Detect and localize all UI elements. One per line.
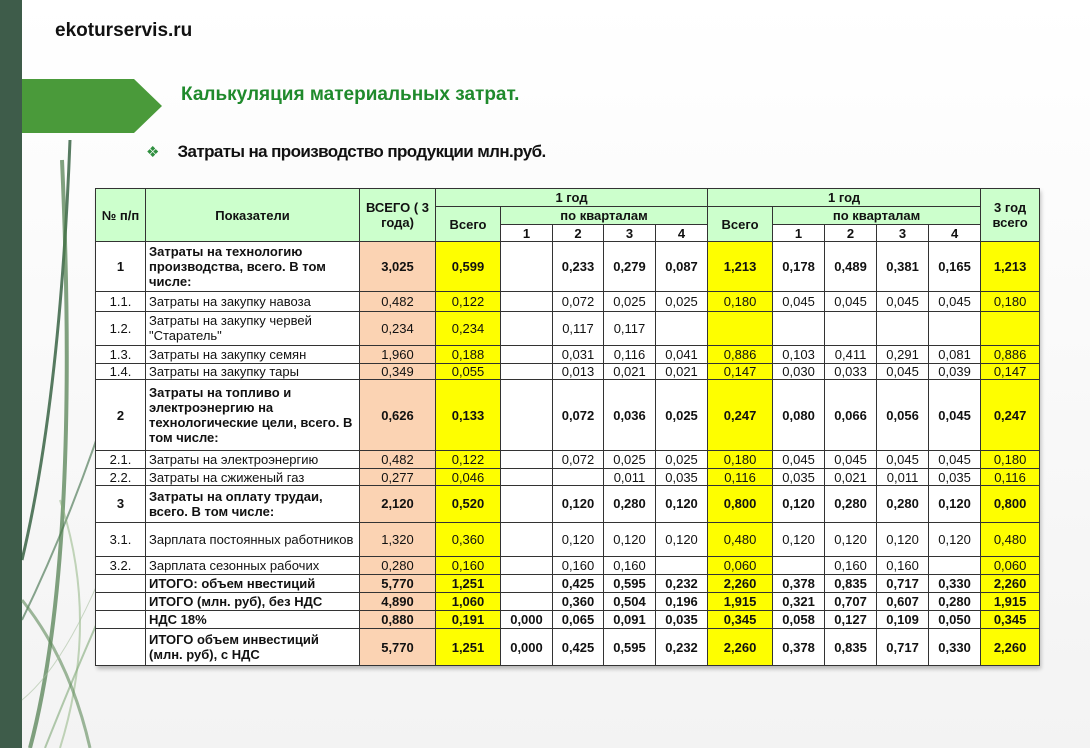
table-cell: 0,595 (604, 629, 656, 666)
table-row (96, 629, 1040, 666)
table-cell (501, 292, 553, 311)
table-row (96, 486, 1040, 522)
table-row (96, 611, 1040, 629)
table-cell: 1,213 (708, 242, 773, 292)
table-cell: 0,035 (773, 469, 825, 486)
header-year2: 1 год (708, 189, 981, 207)
table-cell: 0,120 (877, 522, 929, 556)
table-cell: 1,915 (708, 593, 773, 611)
table-cell: 0,045 (929, 292, 981, 311)
table-cell: 0,165 (929, 242, 981, 292)
subtitle-row (146, 142, 546, 162)
header-quarter: 1 (773, 225, 825, 242)
table-cell: 0,060 (981, 556, 1040, 574)
table-cell: 0,232 (656, 629, 708, 666)
table-cell: 0,058 (773, 611, 825, 629)
header-year1: 1 год (436, 189, 708, 207)
table-cell (501, 593, 553, 611)
table-cell: 0,180 (708, 450, 773, 468)
table-cell: 0,120 (553, 522, 604, 556)
table-cell: 0,160 (877, 556, 929, 574)
row-code: 3.2. (96, 556, 146, 574)
table-row (96, 522, 1040, 556)
subtitle: Затраты на производство продукции млн.руб. (177, 142, 546, 161)
header-quarter: 2 (825, 225, 877, 242)
table-cell: 0,280 (604, 486, 656, 522)
table-cell: 0,835 (825, 575, 877, 593)
table-cell: 1,915 (981, 593, 1040, 611)
table-row (96, 593, 1040, 611)
table-cell: 0,330 (929, 629, 981, 666)
table-cell: 0,480 (708, 522, 773, 556)
header-by-quarters: по кварталам (773, 207, 981, 225)
table-cell: 0,065 (553, 611, 604, 629)
row-code: 3 (96, 486, 146, 522)
table-cell (501, 242, 553, 292)
table-cell: 0,039 (929, 364, 981, 380)
table-cell (501, 311, 553, 345)
table-cell: 0,025 (604, 292, 656, 311)
page-title: Калькуляция материальных затрат. (181, 84, 520, 105)
row-code: 2 (96, 380, 146, 451)
table-row (96, 450, 1040, 468)
table-cell: 0,116 (981, 469, 1040, 486)
table-cell: 0,060 (708, 556, 773, 574)
header-quarter: 4 (929, 225, 981, 242)
table-cell: 0,717 (877, 629, 929, 666)
table-cell: 0,045 (929, 380, 981, 451)
table-cell: 0,247 (708, 380, 773, 451)
table-cell: 0,000 (501, 611, 553, 629)
table-cell: 0,247 (981, 380, 1040, 451)
row-code: 1.3. (96, 345, 146, 363)
header-by-quarters: по кварталам (501, 207, 708, 225)
table-cell: 0,120 (825, 522, 877, 556)
table-cell: 0,381 (877, 242, 929, 292)
table-cell: 0,000 (501, 629, 553, 666)
table-cell: 0,045 (877, 364, 929, 380)
row-label: Затраты на технологию производства, всего. В том числе: (146, 242, 360, 292)
table-cell: 0,116 (708, 469, 773, 486)
row-label: Затраты на сжиженый газ (146, 469, 360, 486)
table-cell: 0,117 (553, 311, 604, 345)
table-cell (553, 469, 604, 486)
table-cell: 0,425 (553, 629, 604, 666)
table-cell: 0,626 (360, 380, 436, 451)
table-cell: 0,178 (773, 242, 825, 292)
table-cell (501, 486, 553, 522)
table-cell: 0,056 (877, 380, 929, 451)
header-total: ВСЕГО ( 3 года) (360, 189, 436, 242)
header-quarter: 4 (656, 225, 708, 242)
table-cell: 0,800 (708, 486, 773, 522)
table-cell: 1,251 (436, 629, 501, 666)
row-label: Затраты на топливо и электроэнергию на технологические цели, всего. В том числе: (146, 380, 360, 451)
row-code: 2.1. (96, 450, 146, 468)
table-cell: 0,035 (656, 469, 708, 486)
table-cell: 0,160 (825, 556, 877, 574)
table-cell: 0,191 (436, 611, 501, 629)
table-cell (501, 380, 553, 451)
table-cell: 0,279 (604, 242, 656, 292)
table-cell: 0,109 (877, 611, 929, 629)
cost-table-body (96, 242, 1040, 666)
table-cell (981, 311, 1040, 345)
table-cell: 1,320 (360, 522, 436, 556)
table-cell: 0,147 (708, 364, 773, 380)
table-cell: 0,717 (877, 575, 929, 593)
row-label: ИТОГО объем инвестиций (млн. руб), с НДС (146, 629, 360, 666)
table-cell (501, 450, 553, 468)
table-cell: 0,122 (436, 450, 501, 468)
table-cell: 0,378 (773, 575, 825, 593)
table-cell: 0,345 (981, 611, 1040, 629)
table-cell (825, 311, 877, 345)
table-cell (929, 311, 981, 345)
table-cell: 0,147 (981, 364, 1040, 380)
diamond-bullet-icon: ❖ (146, 144, 160, 161)
row-code: 1.4. (96, 364, 146, 380)
table-cell: 4,890 (360, 593, 436, 611)
table-cell: 0,011 (877, 469, 929, 486)
table-cell: 0,489 (825, 242, 877, 292)
table-cell: 0,080 (773, 380, 825, 451)
row-label: Затраты на закупку червей "Старатель" (146, 311, 360, 345)
table-cell: 0,800 (981, 486, 1040, 522)
table-cell: 0,321 (773, 593, 825, 611)
cost-table (95, 188, 1040, 666)
row-label: Затраты на оплату трудаи, всего. В том числе: (146, 486, 360, 522)
table-cell: 0,025 (656, 380, 708, 451)
table-cell: 0,160 (553, 556, 604, 574)
row-label: Затраты на закупку навоза (146, 292, 360, 311)
table-row (96, 556, 1040, 574)
table-cell: 0,072 (553, 380, 604, 451)
header-year3: 3 год всего (981, 189, 1040, 242)
row-label: НДС 18% (146, 611, 360, 629)
table-cell: 0,041 (656, 345, 708, 363)
table-cell: 0,595 (604, 575, 656, 593)
table-cell: 0,180 (981, 450, 1040, 468)
table-cell: 1,251 (436, 575, 501, 593)
table-cell: 0,120 (656, 522, 708, 556)
table-cell: 0,120 (773, 486, 825, 522)
table-row (96, 242, 1040, 292)
table-cell (773, 556, 825, 574)
table-cell: 0,066 (825, 380, 877, 451)
row-label: Зарплата постоянных работников (146, 522, 360, 556)
table-cell: 0,886 (981, 345, 1040, 363)
table-cell: 2,260 (708, 575, 773, 593)
header-all: Всего (436, 207, 501, 242)
table-cell: 0,021 (825, 469, 877, 486)
table-cell (501, 364, 553, 380)
table-cell: 2,260 (981, 575, 1040, 593)
row-code: 3.1. (96, 522, 146, 556)
table-cell (501, 469, 553, 486)
row-label: Затраты на закупку семян (146, 345, 360, 363)
row-label: Затраты на закупку тары (146, 364, 360, 380)
header-indicator: Показатели (146, 189, 360, 242)
table-cell: 0,081 (929, 345, 981, 363)
table-cell: 0,036 (604, 380, 656, 451)
table-cell: 0,349 (360, 364, 436, 380)
table-cell: 0,180 (981, 292, 1040, 311)
table-cell: 0,280 (360, 556, 436, 574)
table-cell: 0,035 (656, 611, 708, 629)
table-cell: 0,055 (436, 364, 501, 380)
table-cell (501, 522, 553, 556)
table-row (96, 345, 1040, 363)
table-cell: 0,045 (825, 450, 877, 468)
table-cell: 0,045 (825, 292, 877, 311)
table-cell: 0,045 (929, 450, 981, 468)
row-label: Затраты на электроэнергию (146, 450, 360, 468)
table-cell: 5,770 (360, 629, 436, 666)
table-row (96, 364, 1040, 380)
table-cell: 0,180 (708, 292, 773, 311)
table-cell: 0,360 (436, 522, 501, 556)
table-cell: 0,234 (360, 311, 436, 345)
table-cell: 0,607 (877, 593, 929, 611)
header-num: № п/п (96, 189, 146, 242)
table-cell: 0,160 (604, 556, 656, 574)
table-cell: 0,091 (604, 611, 656, 629)
table-cell: 0,072 (553, 450, 604, 468)
table-cell (929, 556, 981, 574)
table-cell: 0,291 (877, 345, 929, 363)
table-cell (656, 311, 708, 345)
row-label: ИТОГО: объем нвестиций (146, 575, 360, 593)
row-code (96, 611, 146, 629)
table-cell: 3,025 (360, 242, 436, 292)
table-cell: 0,120 (929, 522, 981, 556)
table-cell: 0,504 (604, 593, 656, 611)
table-cell: 1,960 (360, 345, 436, 363)
header-all: Всего (708, 207, 773, 242)
table-cell: 0,031 (553, 345, 604, 363)
table-cell: 0,482 (360, 292, 436, 311)
table-cell: 0,030 (773, 364, 825, 380)
table-cell: 0,103 (773, 345, 825, 363)
table-cell: 1,060 (436, 593, 501, 611)
table-cell: 0,050 (929, 611, 981, 629)
table-cell: 0,520 (436, 486, 501, 522)
table-cell: 0,233 (553, 242, 604, 292)
table-cell: 0,035 (929, 469, 981, 486)
table-cell: 0,196 (656, 593, 708, 611)
table-cell: 0,120 (773, 522, 825, 556)
table-cell: 0,345 (708, 611, 773, 629)
table-cell: 0,234 (436, 311, 501, 345)
table-cell: 0,707 (825, 593, 877, 611)
table-cell: 0,411 (825, 345, 877, 363)
table-cell: 0,120 (553, 486, 604, 522)
table-cell: 0,599 (436, 242, 501, 292)
table-cell: 0,072 (553, 292, 604, 311)
table-cell: 0,277 (360, 469, 436, 486)
row-label: Зарплата сезонных рабочих (146, 556, 360, 574)
row-code (96, 575, 146, 593)
table-cell: 0,280 (825, 486, 877, 522)
table-cell: 0,021 (656, 364, 708, 380)
table-row (96, 380, 1040, 451)
row-code: 2.2. (96, 469, 146, 486)
table-cell (708, 311, 773, 345)
table-cell: 0,087 (656, 242, 708, 292)
table-cell: 0,045 (773, 450, 825, 468)
row-code: 1.2. (96, 311, 146, 345)
table-cell: 0,122 (436, 292, 501, 311)
table-cell: 0,425 (553, 575, 604, 593)
table-cell: 0,025 (656, 450, 708, 468)
row-code: 1 (96, 242, 146, 292)
row-code (96, 629, 146, 666)
table-cell: 0,232 (656, 575, 708, 593)
table-cell: 0,120 (604, 522, 656, 556)
table-cell: 0,116 (604, 345, 656, 363)
table-cell (501, 556, 553, 574)
table-cell: 0,046 (436, 469, 501, 486)
table-row (96, 575, 1040, 593)
table-cell: 5,770 (360, 575, 436, 593)
table-cell: 0,045 (877, 450, 929, 468)
table-cell: 0,880 (360, 611, 436, 629)
table-cell (773, 311, 825, 345)
table-cell: 0,025 (656, 292, 708, 311)
table-row (96, 469, 1040, 486)
title-arrow-shape (22, 79, 162, 133)
table-row (96, 292, 1040, 311)
table-cell: 0,013 (553, 364, 604, 380)
table-cell: 0,117 (604, 311, 656, 345)
header-quarter: 2 (553, 225, 604, 242)
table-cell: 0,886 (708, 345, 773, 363)
table-cell: 0,025 (604, 450, 656, 468)
header-quarter: 3 (877, 225, 929, 242)
site-name: ekoturservis.ru (55, 20, 193, 41)
table-cell: 0,120 (656, 486, 708, 522)
table-cell: 0,127 (825, 611, 877, 629)
table-cell (877, 311, 929, 345)
table-cell: 2,260 (981, 629, 1040, 666)
table-cell: 0,378 (773, 629, 825, 666)
table-cell: 0,011 (604, 469, 656, 486)
row-code: 1.1. (96, 292, 146, 311)
table-cell: 0,280 (929, 593, 981, 611)
table-cell: 0,021 (604, 364, 656, 380)
row-code (96, 593, 146, 611)
header-quarter: 3 (604, 225, 656, 242)
table-cell: 0,835 (825, 629, 877, 666)
table-cell (656, 556, 708, 574)
table-cell: 0,133 (436, 380, 501, 451)
table-cell: 0,480 (981, 522, 1040, 556)
cost-table-container (95, 188, 1039, 666)
table-cell: 0,482 (360, 450, 436, 468)
row-label: ИТОГО (млн. руб), без НДС (146, 593, 360, 611)
table-cell: 0,360 (553, 593, 604, 611)
table-cell: 2,260 (708, 629, 773, 666)
table-cell: 0,033 (825, 364, 877, 380)
table-cell: 2,120 (360, 486, 436, 522)
table-cell: 0,280 (877, 486, 929, 522)
table-cell: 0,160 (436, 556, 501, 574)
table-cell (501, 575, 553, 593)
table-cell: 0,120 (929, 486, 981, 522)
table-cell: 0,045 (773, 292, 825, 311)
table-row (96, 311, 1040, 345)
table-cell: 0,188 (436, 345, 501, 363)
header-quarter: 1 (501, 225, 553, 242)
table-cell (501, 345, 553, 363)
table-cell: 0,330 (929, 575, 981, 593)
table-cell: 0,045 (877, 292, 929, 311)
table-cell: 1,213 (981, 242, 1040, 292)
